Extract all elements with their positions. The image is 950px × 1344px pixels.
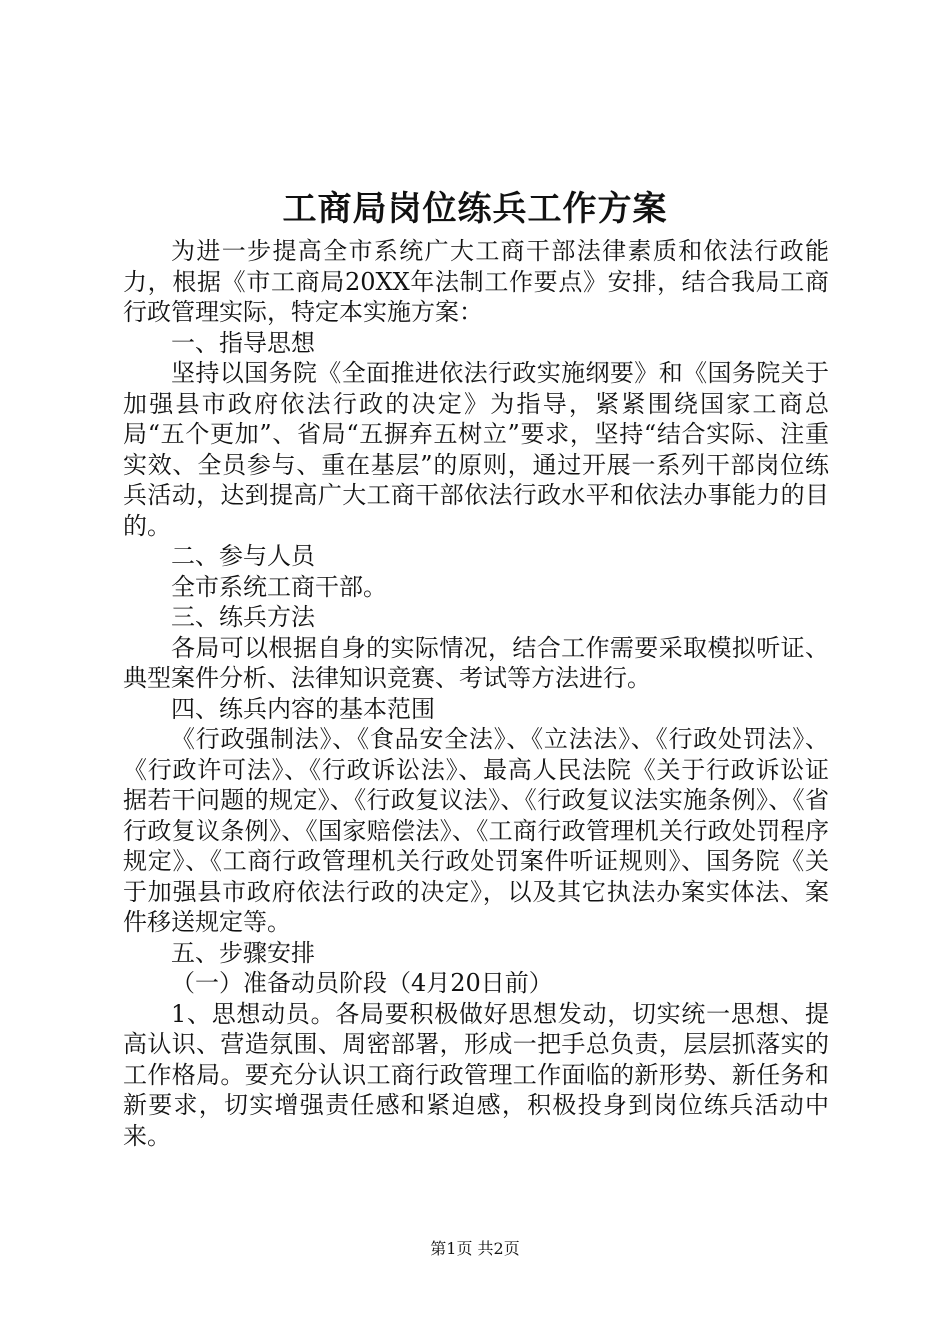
heading-training-scope: 四、练兵内容的基本范围	[171, 694, 435, 723]
paragraph-intro: 为进一步提高全市系统广大工商干部法律素质和依法行政能力，根据《市工商局20XX年法制工作要点》安排，结合我局工商行政管理实际，特定本实施方案：	[123, 237, 829, 326]
heading-guiding-ideology: 一、指导思想	[171, 328, 315, 357]
page-number-footer: 第1页 共2页	[430, 1239, 520, 1258]
subheading-preparation-phase: （一）准备动员阶段（4月20日前）	[171, 969, 553, 997]
paragraph-training-methods: 各局可以根据自身的实际情况，结合工作需要采取模拟听证、典型案件分析、法律知识竞赛、考试等方法进行。	[123, 633, 829, 692]
paragraph-guiding-ideology: 坚持以国务院《全面推进依法行政实施纲要》和《国务院关于加强县市政府依法行政的决定》为指导，紧紧围绕国家工商总局“五个更加”、省局“五摒弃五树立”要求，坚持“结合实际、注重实效、全员参与、重在基层”的原则，通过开展一系列干部岗位练兵活动，达到提高广大工商干部依法行政水平和依法办事能力的目的。	[123, 359, 829, 540]
paragraph-ideological-mobilization: 1、思想动员。各局要积极做好思想发动，切实统一思想、提高认识、营造氛围、周密部署，形成一把手总负责，层层抓落实的工作格局。要充分认识工商行政管理工作面临的新形势、新任务和新要求，切实增强责任感和紧迫感，积极投身到岗位练兵活动中来。	[123, 999, 829, 1150]
paragraph-participants: 全市系统工商干部。	[171, 572, 387, 601]
heading-steps: 五、步骤安排	[171, 938, 315, 967]
heading-participants: 二、参与人员	[171, 542, 315, 570]
heading-training-methods: 三、练兵方法	[171, 603, 315, 631]
document-body	[123, 236, 829, 1151]
paragraph-training-scope: 《行政强制法》、《食品安全法》、《立法法》、《行政处罚法》、《行政许可法》、《行政诉讼法》、最高人民法院《关于行政诉讼证据若干问题的规定》、《行政复议法》、《行政复议法实施条例》、《省行政复议条例》、《国家赔偿法》、《工商行政管理机关行政处罚程序规定》、《工商行政管理机关行政处罚案件听证规则》、国务院《关于加强县市政府依法行政的决定》，以及其它执法办案实体法、案件移送规定等。	[123, 725, 829, 936]
document-title: 工商局岗位练兵工作方案	[282, 189, 668, 229]
